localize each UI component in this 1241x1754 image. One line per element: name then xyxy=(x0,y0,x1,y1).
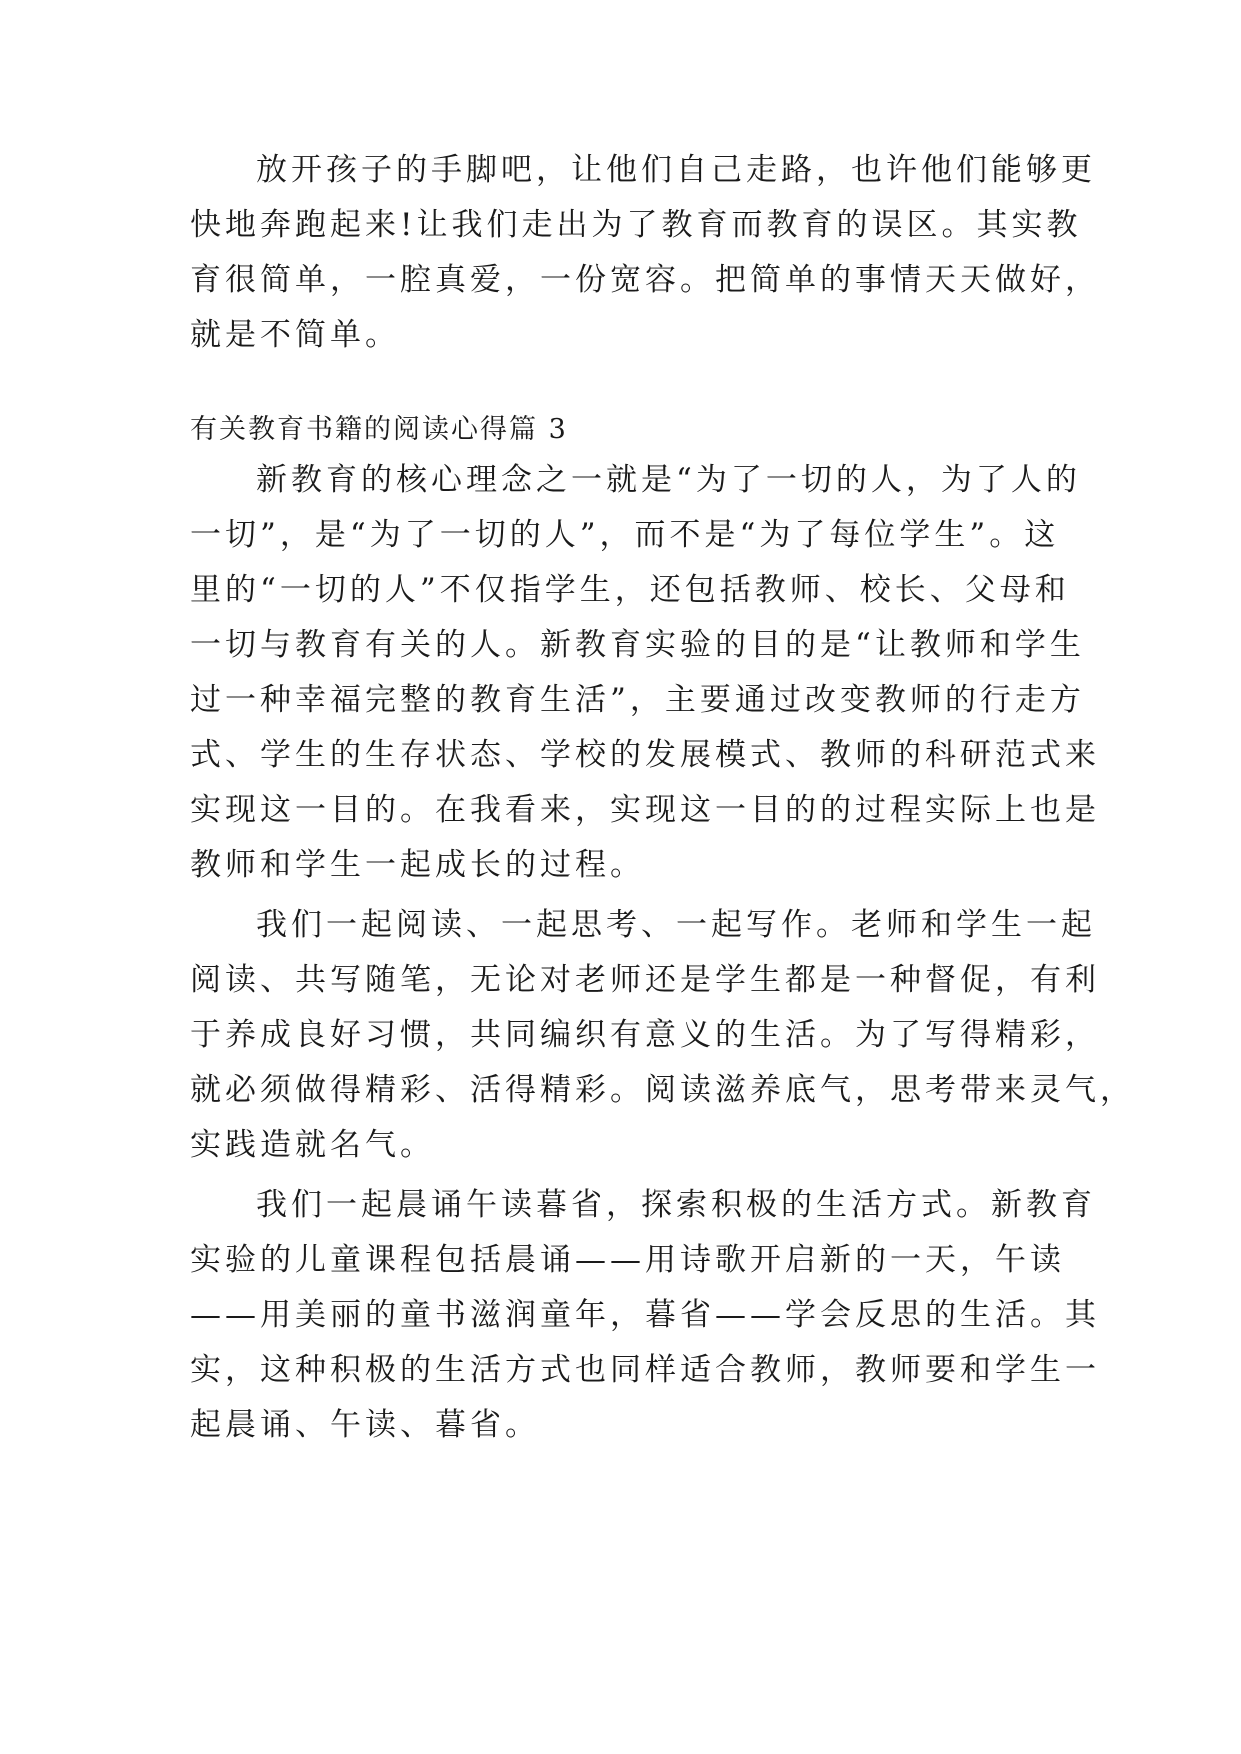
paragraph-line: 教师和学生一起成长的过程。 xyxy=(190,847,645,883)
paragraph-line: 我们一起晨诵午读暮省，探索积极的生活方式。新教育 xyxy=(256,1187,1096,1223)
paragraph-line: 一切”，是“为了一切的人”，而不是“为了每位学生”。这 xyxy=(190,517,1060,553)
intro-line: 快地奔跑起来!让我们走出为了教育而教育的误区。其实教 xyxy=(190,207,1082,243)
paragraph-line: 新教育的核心理念之一就是“为了一切的人，为了人的 xyxy=(256,462,1081,498)
section-title: 有关教育书籍的阅读心得篇 3 xyxy=(190,414,568,445)
paragraph-line: 于养成良好习惯，共同编织有意义的生活。为了写得精彩， xyxy=(190,1017,1100,1053)
intro-line: 育很简单，一腔真爱，一份宽容。把简单的事情天天做好， xyxy=(190,262,1100,298)
paragraph-line: 阅读、共写随笔，无论对老师还是学生都是一种督促，有利 xyxy=(190,962,1100,998)
paragraph-line: 一切与教育有关的人。新教育实验的目的是“让教师和学生 xyxy=(190,627,1085,663)
paragraph-line: 我们一起阅读、一起思考、一起写作。老师和学生一起 xyxy=(256,907,1096,943)
intro-line: 放开孩子的手脚吧，让他们自己走路，也许他们能够更 xyxy=(256,152,1096,188)
paragraph-line: 式、学生的生存状态、学校的发展模式、教师的科研范式来 xyxy=(190,737,1100,773)
intro-line: 就是不简单。 xyxy=(190,317,400,353)
paragraph-line: 过一种幸福完整的教育生活”，主要通过改变教师的行走方 xyxy=(190,682,1085,718)
paragraph-line: 起晨诵、午读、暮省。 xyxy=(190,1407,540,1443)
paragraph-line: 实，这种积极的生活方式也同样适合教师，教师要和学生一 xyxy=(190,1352,1100,1388)
paragraph-line: 就必须做得精彩、活得精彩。阅读滋养底气，思考带来灵气， xyxy=(190,1072,1135,1108)
paragraph-line: 实现这一目的。在我看来，实现这一目的的过程实际上也是 xyxy=(190,792,1100,828)
paragraph-line: 里的“一切的人”不仅指学生，还包括教师、校长、父母和 xyxy=(190,572,1070,608)
paragraph-line: ——用美丽的童书滋润童年，暮省——学会反思的生活。其 xyxy=(190,1297,1100,1333)
paragraph-line: 实践造就名气。 xyxy=(190,1127,435,1163)
paragraph-line: 实验的儿童课程包括晨诵——用诗歌开启新的一天，午读 xyxy=(190,1242,1065,1278)
